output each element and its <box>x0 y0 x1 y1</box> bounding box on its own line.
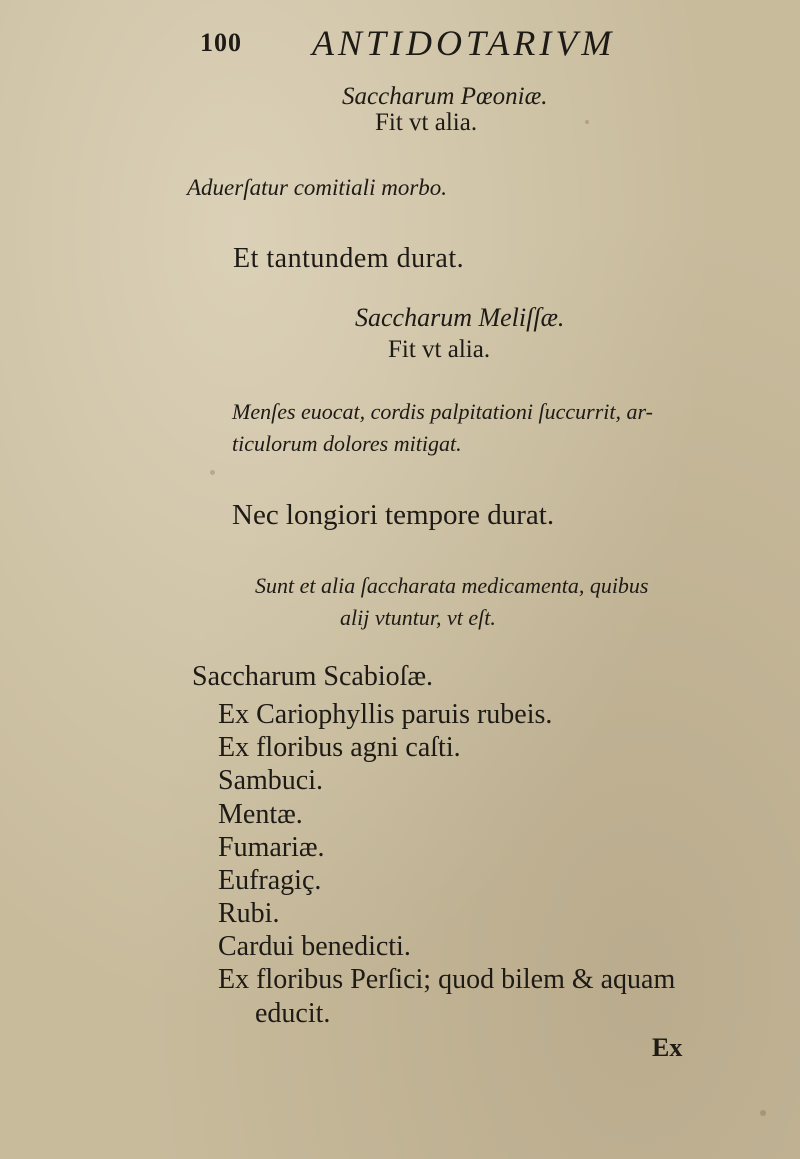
list-item: Eufragiç. <box>218 865 322 896</box>
list-continuation: educit. <box>255 998 331 1029</box>
list-item: Cardui benedicti. <box>218 931 411 962</box>
list-item: Ex Cariophyllis paruis rubeis. <box>218 699 553 730</box>
list-item: Fumariæ. <box>218 832 325 863</box>
preparation-line: Fit vt alia. <box>375 109 478 136</box>
running-title: ANTIDOTARIVM <box>312 23 616 63</box>
list-item: Rubi. <box>218 898 280 929</box>
paper-stain <box>585 120 589 124</box>
intro-line: Sunt et alia ſaccharata medicamenta, quibus <box>255 573 649 598</box>
paper-stain <box>760 1110 766 1116</box>
intro-line: alij vtuntur, vt eſt. <box>340 605 496 630</box>
duration-line: Et tantundem durat. <box>233 243 465 274</box>
list-item: Sambuci. <box>218 765 323 796</box>
list-item: Ex floribus Perſici; quod bilem & aquam <box>218 964 676 995</box>
virtue-line: Aduerſatur comitiali morbo. <box>187 175 448 200</box>
list-item: Ex floribus agni caſti. <box>218 732 461 763</box>
paper-stain <box>210 470 215 475</box>
preparation-line: Fit vt alia. <box>388 336 491 363</box>
virtue-line: ticulorum dolores mitigat. <box>232 431 462 456</box>
section-heading: Saccharum Meliſſæ. <box>355 303 565 332</box>
catchword: Ex <box>652 1033 683 1062</box>
list-title: Saccharum Scabioſæ. <box>192 661 434 692</box>
section-heading: Saccharum Pœoniæ. <box>342 83 548 110</box>
list-item: Mentæ. <box>218 799 303 830</box>
duration-line: Nec longiori tempore durat. <box>232 499 555 531</box>
virtue-line: Menſes euocat, cordis palpitationi ſuccurrit, ar- <box>232 399 653 424</box>
page-number: 100 <box>200 28 242 57</box>
